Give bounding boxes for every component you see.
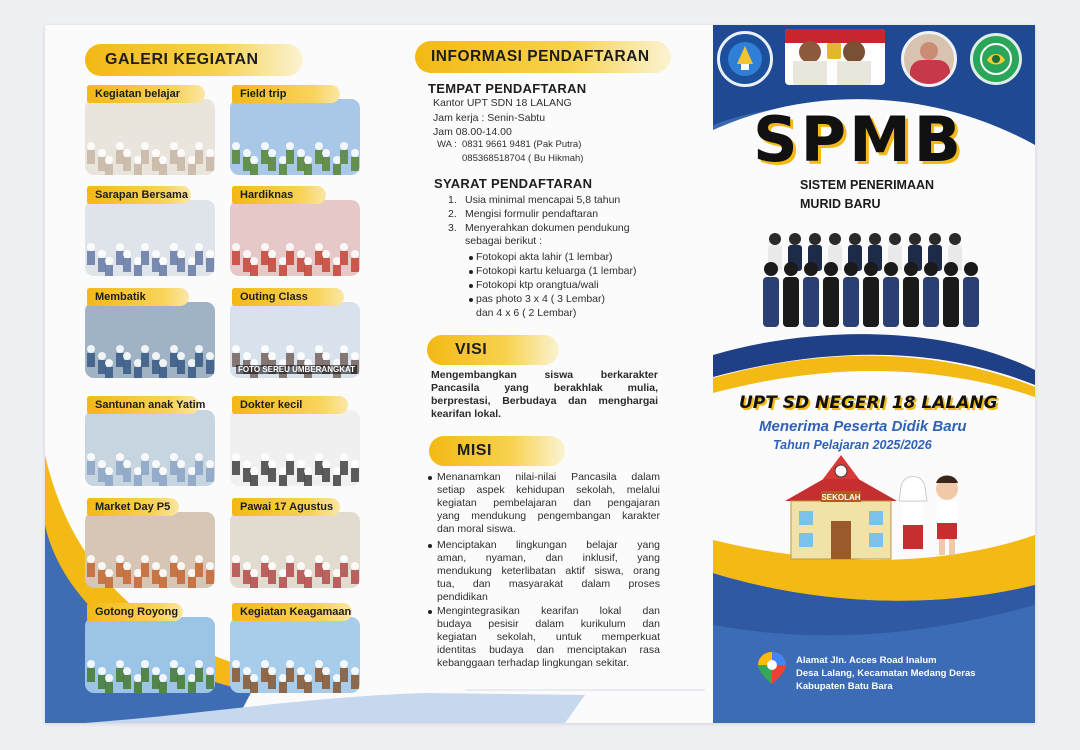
- person-body: [803, 277, 819, 327]
- photo-scene: [230, 541, 360, 588]
- visi-line: Mengembangkan siswa berkarakter: [431, 369, 658, 381]
- person-body: [923, 277, 939, 327]
- misi-line: identitas budaya dan menciptakan rasa: [437, 644, 660, 656]
- gallery-photo: [230, 302, 360, 378]
- misi-line: kegiatan sekolah, untuk memperkuat: [437, 631, 660, 643]
- place-line-2: Jam kerja : Senin-Sabtu: [433, 112, 546, 124]
- misi-line-last: kebanggaan terhadap lingkungan sekitar.: [437, 657, 630, 669]
- person-head: [849, 233, 861, 245]
- gallery-label: Field trip: [232, 85, 340, 103]
- person-head: [809, 233, 821, 245]
- school-name: UPT SD NEGERI 18 LALANG: [739, 393, 998, 413]
- document-item: Fotokopi kartu keluarga (1 lembar): [476, 265, 637, 277]
- address-line-3: Kabupaten Batu Bara: [796, 681, 893, 692]
- wa-contact-1: 0831 9661 9481 (Pak Putra): [462, 139, 582, 150]
- gallery-photo: [230, 410, 360, 486]
- person-head: [784, 262, 798, 276]
- person-body: [783, 277, 799, 327]
- gallery-label: Santunan anak Yatim: [87, 396, 199, 414]
- requirement-3-continued: sebagai berikut :: [465, 235, 543, 247]
- gallery-photo: [85, 617, 215, 693]
- gallery-label: Kegiatan Keagamaan: [232, 603, 352, 621]
- requirement-text: Menyerahkan dokumen pendukung: [465, 222, 630, 234]
- bullet-icon: [469, 256, 473, 260]
- photo-scene: [230, 128, 360, 175]
- misi-line: aman, nyaman, dan inklusif, yang: [437, 552, 660, 564]
- misi-line: setiap aspek kehidupan sekolah, melalui: [437, 484, 660, 496]
- misi-line: Mengintegrasikan kearifan lokal dan: [437, 605, 660, 617]
- person-head: [909, 233, 921, 245]
- gallery-label: Dokter kecil: [232, 396, 348, 414]
- person-head: [889, 233, 901, 245]
- gallery-photo: [85, 302, 215, 378]
- person-head: [924, 262, 938, 276]
- person-head: [884, 262, 898, 276]
- photo-scene: [85, 229, 215, 276]
- visi-line: berprestasi, Berbudaya dan menghargai: [431, 395, 658, 407]
- person-body: [903, 277, 919, 327]
- document-item: Fotokopi akta lahir (1 lembar): [476, 251, 613, 263]
- visi-line-last: kearifan lokal.: [431, 408, 502, 420]
- address-line-2: Desa Lalang, Kecamatan Medang Deras: [796, 668, 976, 679]
- person-body: [863, 277, 879, 327]
- gallery-photo: [85, 200, 215, 276]
- person-head: [769, 233, 781, 245]
- photo-scene: [230, 646, 360, 693]
- spmb-subtitle-1: SISTEM PENERIMAAN: [800, 178, 935, 192]
- misi-line: Menanamkan nilai-nilai Pancasila dalam: [437, 471, 660, 483]
- gallery-label: Outing Class: [232, 288, 344, 306]
- gallery-photo: [230, 617, 360, 693]
- tut-wuri-handayani-logo: [717, 31, 773, 87]
- person-body: [763, 277, 779, 327]
- photo-scene: [85, 331, 215, 378]
- bullet-icon: [469, 284, 473, 288]
- person-head: [904, 262, 918, 276]
- place-line-1: Kantor UPT SDN 18 LALANG: [433, 97, 572, 109]
- requirement-number: 1.: [448, 194, 457, 206]
- info-title: INFORMASI PENDAFTARAN: [415, 41, 671, 73]
- photo-scene: [230, 439, 360, 486]
- building-sign-text: SEKOLAH: [821, 493, 861, 502]
- misi-line: Menciptakan lingkungan belajar yang: [437, 539, 660, 551]
- photo-scene: [85, 128, 215, 175]
- misi-line: budaya pesisir dalam kurikulum dan: [437, 618, 660, 630]
- teachers-group-photo: [761, 225, 983, 331]
- principal-photo: [901, 31, 957, 87]
- gallery-label: Market Day P5: [87, 498, 179, 516]
- gallery-label: Kegiatan belajar: [87, 85, 205, 103]
- photo-scene: [230, 229, 360, 276]
- map-pin-icon: [756, 650, 788, 686]
- misi-line-last: pendidikan: [437, 591, 488, 603]
- misi-line: kegiatan pembelajaran dan pengajaran: [437, 497, 660, 509]
- place-line-3: Jam 08.00-14.00: [433, 126, 512, 138]
- person-head: [964, 262, 978, 276]
- regional-leaders-photo: [785, 29, 885, 85]
- bullet-icon: [469, 270, 473, 274]
- document-item: Fotokopi ktp orangtua/wali: [476, 279, 599, 291]
- person-body: [843, 277, 859, 327]
- bullet-icon: [428, 610, 432, 614]
- misi-line: yang mendukung pengembangan karakter: [437, 510, 660, 522]
- requirement-text: Mengisi formulir pendaftaran: [465, 208, 599, 220]
- wa-contact-2: 085368518704 ( Bu Hikmah): [462, 153, 584, 164]
- cover-year: Tahun Pelajaran 2025/2026: [773, 438, 932, 452]
- photo-scene: [85, 541, 215, 588]
- misi-line: mendukung keterlibatan aktif siswa, orang: [437, 565, 660, 577]
- visi-line: Pancasila yang berakhlak mulia,: [431, 382, 658, 394]
- person-head: [869, 233, 881, 245]
- gallery-label: Pawai 17 Agustus: [232, 498, 340, 516]
- visi-title: VISI: [427, 335, 559, 365]
- gallery-label: Sarapan Bersama: [87, 186, 191, 204]
- requirements-heading: SYARAT PENDAFTARAN: [434, 176, 593, 191]
- school-building-illustration: [783, 451, 983, 563]
- place-heading: TEMPAT PENDAFTARAN: [428, 81, 587, 96]
- person-head: [764, 262, 778, 276]
- misi-title: MISI: [429, 436, 565, 466]
- requirement-text: Usia minimal mencapai 5,8 tahun: [465, 194, 621, 206]
- brochure-sheet: [45, 25, 1035, 723]
- person-head: [949, 233, 961, 245]
- photo-caption: FOTO SEREU UMBERANGKAT: [238, 365, 356, 374]
- person-head: [864, 262, 878, 276]
- person-head: [789, 233, 801, 245]
- bullet-icon: [428, 544, 432, 548]
- gallery-photo: [85, 512, 215, 588]
- gallery-photo: [85, 99, 215, 175]
- bullet-icon: [469, 298, 473, 302]
- documents-continued: dan 4 x 6 ( 2 Lembar): [476, 307, 577, 319]
- spmb-title: SPMB: [753, 103, 965, 176]
- school-emblem-icon: [973, 36, 1019, 82]
- gallery-title: GALERI KEGIATAN: [85, 44, 303, 76]
- document-item: pas photo 3 x 4 ( 3 Lembar): [476, 293, 605, 305]
- person-body: [823, 277, 839, 327]
- gallery-photo: [230, 99, 360, 175]
- tut-wuri-emblem-icon: [720, 34, 770, 84]
- wa-label: WA :: [437, 139, 457, 150]
- misi-line-last: dan moral siswa.: [437, 523, 516, 535]
- person-body: [963, 277, 979, 327]
- person-head: [829, 233, 841, 245]
- cover-tagline: Menerima Peserta Didik Baru: [759, 418, 967, 435]
- gallery-label: Membatik: [87, 288, 189, 306]
- person-head: [824, 262, 838, 276]
- bullet-icon: [428, 476, 432, 480]
- address-line-1: Alamat Jln. Acces Road Inalum: [796, 655, 937, 666]
- photo-scene: [85, 439, 215, 486]
- gallery-photo: [230, 512, 360, 588]
- requirement-number: 2.: [448, 208, 457, 220]
- photo-scene: [85, 646, 215, 693]
- spmb-subtitle-2: MURID BARU: [800, 197, 881, 211]
- gallery-label: Hardiknas: [232, 186, 326, 204]
- person-head: [944, 262, 958, 276]
- gallery-label: Gotong Royong: [87, 603, 183, 621]
- gallery-photo: [85, 410, 215, 486]
- person-body: [883, 277, 899, 327]
- misi-line: tua, dan masyarakat dalam proses: [437, 578, 660, 590]
- person-body: [943, 277, 959, 327]
- gallery-photo: [230, 200, 360, 276]
- person-head: [804, 262, 818, 276]
- school-logo: [970, 33, 1022, 85]
- requirement-number: 3.: [448, 222, 457, 234]
- person-head: [929, 233, 941, 245]
- person-head: [844, 262, 858, 276]
